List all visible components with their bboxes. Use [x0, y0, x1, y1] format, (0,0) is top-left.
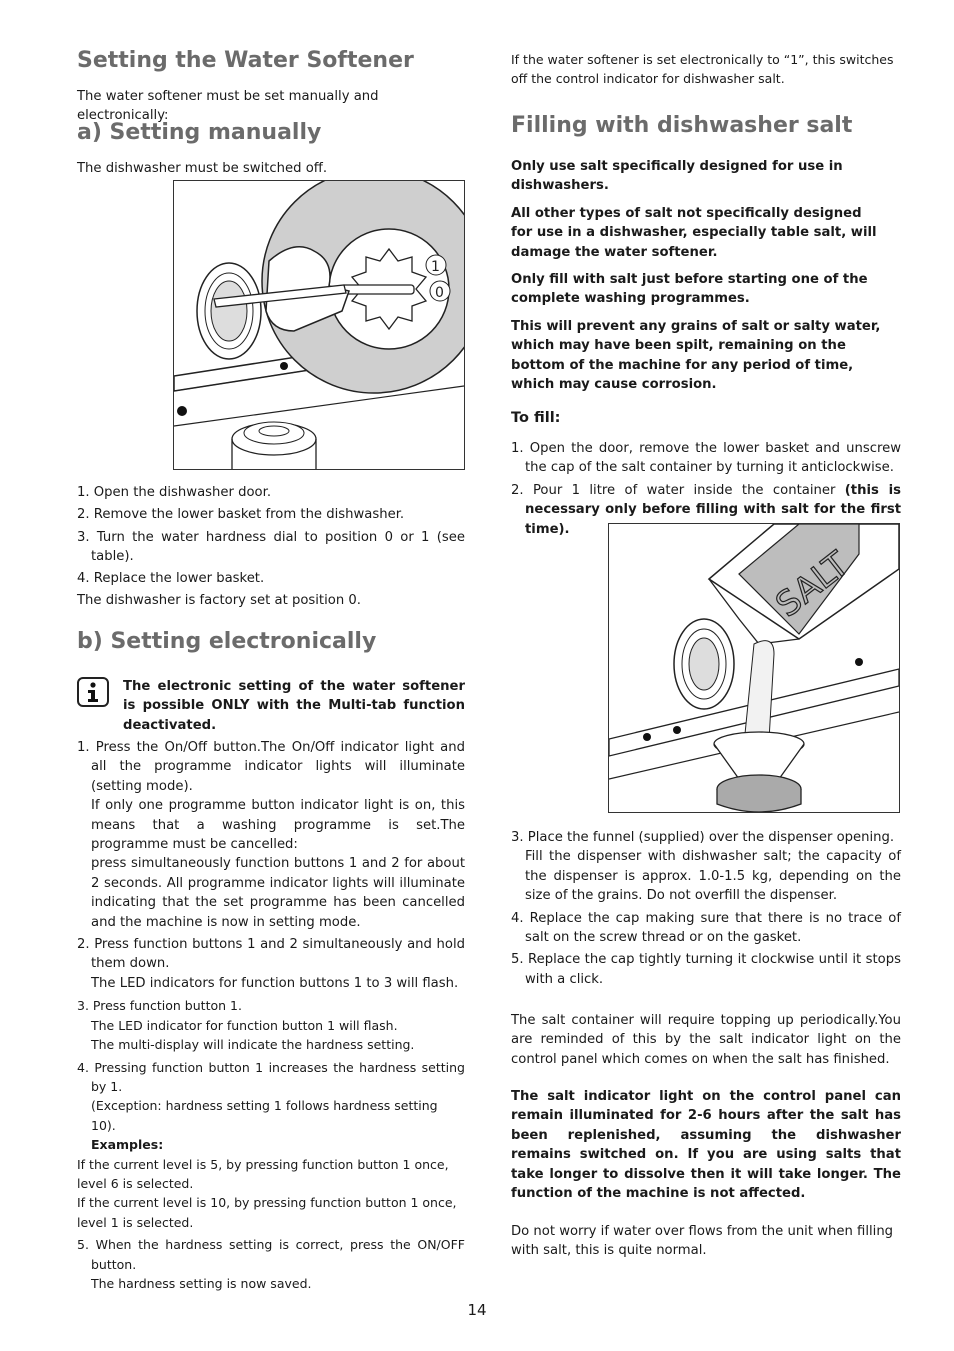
example-1a: If the current level is 5, by pressing function button 1 once, [77, 1156, 449, 1172]
examples-label: Examples: [91, 1137, 164, 1153]
page-title: Setting the Water Softener [77, 48, 414, 73]
electronic-steps [77, 738, 465, 1293]
fill-step-3: 3. Place the funnel (supplied) over the dispenser opening. [511, 830, 895, 845]
electronic-step-4b: (Exception: hardness setting 1 follows hardness setting 10). [91, 1098, 438, 1133]
dial-label-0: 0 [435, 285, 444, 301]
electronic-step-1: 1. Press the On/Off button.The On/Off indicator light and all the programme indicator lights will illuminate (setting mode). [77, 740, 465, 794]
manual-steps [77, 483, 465, 610]
example-2a: If the current level is 10, by pressing function button 1 once, [77, 1195, 457, 1211]
salt-warning-3: Only fill with salt just before starting one of the complete washing programmes. [511, 272, 868, 307]
manual-step-2: 2. Remove the lower basket from the dishwasher. [77, 507, 405, 523]
electronic-step-2: 2. Press function buttons 1 and 2 simultaneously and hold them down. [77, 937, 465, 972]
salt-warning-4: This will prevent any grains of salt or salty water, which may have been spilt, remaining on the bottom of the machine for any period of time, which may cause corrosion. [511, 318, 881, 393]
dial-drawing [174, 181, 464, 469]
example-1b: level 6 is selected. [77, 1175, 194, 1191]
electronic-step-4: 4. Pressing function button 1 increases the hardness setting by 1. [77, 1059, 465, 1094]
example-2b: level 1 is selected. [77, 1214, 194, 1230]
fill-step-1: 1. Open the door, remove the lower basket and unscrew the cap of the salt container by turning it anticlockwise. [511, 441, 901, 476]
salt-warning-1: Only use salt specifically designed for use in dishwashers. [511, 159, 843, 194]
salt-filling-illustration [608, 523, 900, 813]
salt-heading: Filling with dishwasher salt [511, 113, 853, 138]
electronic-step-3: 3. Press function button 1. [77, 998, 242, 1014]
factory-setting-note: The dishwasher is factory set at position 0. [77, 593, 361, 609]
manual-step-4: 4. Replace the lower basket. [77, 570, 265, 586]
fill-step-4: 4. Replace the cap making sure that there is no trace of salt on the screw thread or on the gasket. [511, 910, 901, 946]
fill-step-2-text: 2. Pour 1 litre of water inside the container [511, 482, 845, 498]
electronic-step-2b: The LED indicators for function buttons 1 to 3 will flash. [91, 975, 459, 991]
manual-heading: a) Setting manually [77, 120, 322, 145]
indicator-light-note: The salt indicator light on the control panel can remain illuminated for 2-6 hours after the salt has been replenished, assuming the dishwasher remains switched on. If you are using salts that take longer to dissolve then it will take longer. The function of the machine is not affected. [511, 1089, 901, 1202]
manual-note: The dishwasher must be switched off. [77, 161, 328, 176]
salt-warnings [511, 157, 883, 394]
salt-bag-label: SALT [768, 544, 857, 626]
softener-indicator-note: If the water softener is set electronically to “1”, this switches off the control indicator for dishwasher salt. [511, 52, 894, 87]
electronic-heading: b) Setting electronically [77, 629, 377, 654]
electronic-step-5: 5. When the hardness setting is correct, press the ON/OFF button. [77, 1237, 465, 1272]
overflow-note: Do not worry if water over flows from the unit when filling with salt, this is quite normal. [511, 1224, 894, 1259]
dial-label-1: 1 [431, 259, 440, 275]
salt-warning-2: All other types of salt not specifically designed for use in a dishwasher, especially table salt, will damage the water softener. [511, 205, 877, 260]
electronic-step-5b: The hardness setting is now saved. [91, 1275, 312, 1291]
electronic-step-3c: The multi-display will indicate the hardness setting. [91, 1037, 415, 1053]
electronic-info-note: The electronic setting of the water softener is possible ONLY with the Multi-tab function deactivated. [123, 679, 465, 733]
intro-text: The water softener must be set manually and electronically: [77, 89, 379, 124]
fill-step-5: 5. Replace the cap tightly turning it clockwise until it stops with a click. [511, 952, 901, 987]
salt-drawing [609, 524, 899, 812]
fill-step-3b: Fill the dispenser with dishwasher salt; the capacity of the dispenser is approx. 1.0-1.5 kg, depending on the size of the grains. Do not overfill the dispenser. [525, 849, 901, 904]
electronic-step-1c: press simultaneously function buttons 1 and 2 for about 2 seconds. All programme indicator lights will illuminate indicating that the set programme has been cancelled and the machine is now in setting mode. [91, 856, 465, 930]
fill-step-2-bold: (this is necessary only before filling with salt for the first time). [525, 482, 901, 537]
electronic-step-3b: The LED indicator for function button 1 will flash. [91, 1017, 398, 1033]
manual-step-3: 3. Turn the water hardness dial to position 0 or 1 (see table). [77, 529, 465, 565]
topping-up-note: The salt container will require topping up periodically.You are reminded of this by the salt indicator light on the control panel which comes on when the salt has finished. [511, 1013, 901, 1067]
to-fill-heading: To fill: [511, 410, 561, 426]
water-softener-dial-illustration [173, 180, 465, 470]
electronic-step-1b: If only one programme button indicator light is on, this means that a washing programme is set.The programme must be cancelled: [91, 798, 465, 853]
fill-steps-3-5 [511, 828, 901, 989]
info-icon [77, 677, 109, 707]
page-number: 14 [467, 1301, 487, 1319]
manual-step-1: 1. Open the dishwasher door. [77, 485, 272, 500]
